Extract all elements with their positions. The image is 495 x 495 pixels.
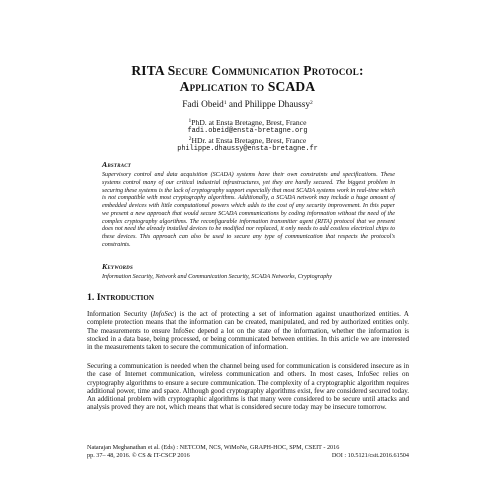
- page-footer: [87, 444, 409, 460]
- keywords-text: Information Security, Network and Communication Security, SCADA Networks, Cryptography: [102, 274, 332, 280]
- affiliation-2: [0, 136, 495, 155]
- abstract-text: Supervisory control and data acquisition (SCADA) systems have their own constraints and specifications. These systems control many of our critical industrial infrastructures, yet they are hardly secured. The biggest problem in securing these systems is the lack of cryptography support especially that most SCADA systems work in real-time which is not compatible with most cryptography algorithms. Additionally, a SCADA network may include a huge amount of embedded devices with little computational powers which adds to the cost of any security improvement. In this paper we present a new approach that would secure SCADA communications by coding information without the need of the complex cryptography algorithms. The reconfigurable information transmitter agent (RITA) protocol that we present does not need the already installed devices to be modified nor replaced, it only needs to add costless electrical chips to these devices. This approach can also be used to secure any type of communication that respects the protocol's constraints.: [102, 172, 395, 248]
- affiliation-mark: 1: [223, 100, 227, 106]
- author-name: Fadi Obeid: [182, 100, 224, 110]
- affiliation-org: HDr. at Ensta Bretagne, Brest, France: [191, 136, 307, 145]
- affiliation-mark: 2: [188, 136, 192, 142]
- author-email[interactable]: philippe.dhaussy@ensta-bretagne.fr: [177, 145, 318, 154]
- footer-line-2: [87, 452, 409, 460]
- author-conjunction: and: [226, 100, 245, 110]
- section-heading-introduction: 1. Introduction: [87, 292, 154, 303]
- keywords-heading: Keywords: [102, 262, 133, 271]
- paper-title-line-2: Application to SCADA: [179, 79, 316, 94]
- paper-title-line-1: RITA Secure Communication Protocol:: [131, 63, 364, 78]
- footer-proceedings: Natarajan Meghanathan et al. (Eds) : NETCOM, NCS, WiMoNe, GRAPH-HOC, SPM, CSEIT - 2016: [87, 444, 340, 451]
- affiliation-mark: 2: [310, 100, 313, 106]
- intro-paragraph-1: Information Security (InfoSec) is the act of protecting a set of information against unauthorized entities. A complete protection means that the information can be created, manipulated, and red by authorized entities only. The measurements to ensure InfoSec depend a lot on the state of the information, whether the information is stocked in a data base, being processed, or being communicated between entities. In this article we are interested in the measurements taken to secure the communication of information.: [87, 310, 409, 351]
- abstract-heading: Abstract: [102, 160, 132, 169]
- affiliation-1: [0, 118, 495, 137]
- author-name: Philippe Dhaussy: [244, 100, 310, 110]
- affiliation-mark: 1: [188, 118, 192, 124]
- author-list: [0, 100, 495, 110]
- intro-paragraph-2: Securing a communication is needed when the channel being used for communication is considered insecure as in the case of Internet communication, wireless communication and others. In most cases, InfoSec relies on cryptography algorithms to ensure a secure communication. The complexity of a cryptographic algorithm requires additional power, time and space. Although good cryptography algorithms exist, few are considered secured today. An additional problem with cryptographic algorithms is that many were considered to be secure until attacks and analysis proved they are not, which means that what is considered secure today may be insecure tomorrow.: [87, 362, 409, 412]
- footer-pages: pp. 37– 48, 2016. © CS & IT-CSCP 2016: [87, 451, 190, 459]
- affiliation-org: PhD. at Ensta Bretagne, Brest, France: [191, 118, 307, 127]
- author-email[interactable]: fadi.obeid@ensta-bretagne.org: [187, 127, 308, 136]
- footer-doi[interactable]: DOI : 10.5121/csit.2016.61504: [331, 451, 409, 459]
